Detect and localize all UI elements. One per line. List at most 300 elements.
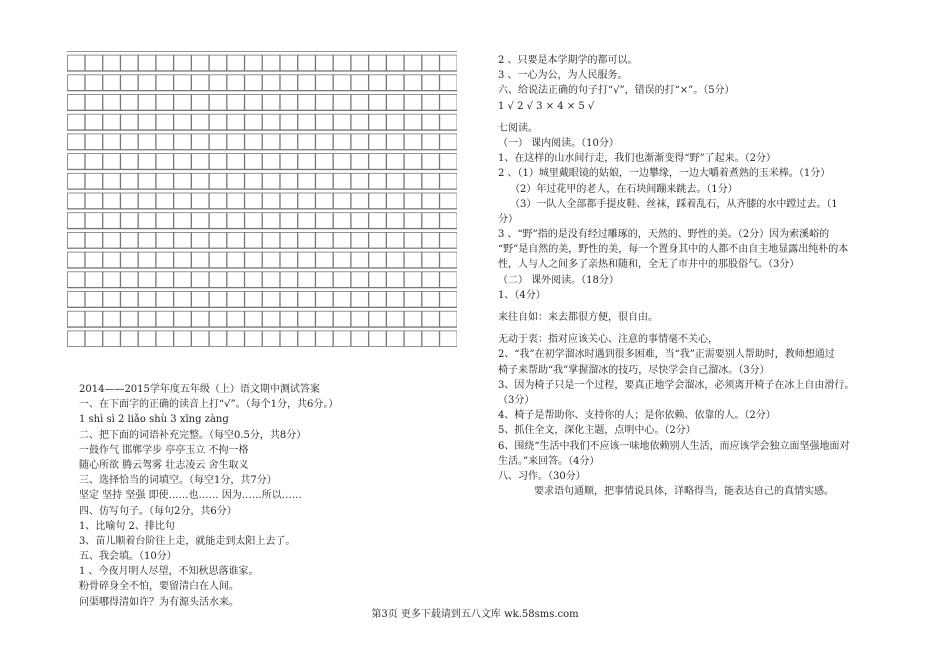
grid-cell	[227, 232, 244, 248]
grid-cell	[440, 331, 457, 347]
grid-cell	[245, 193, 262, 209]
grid-cell	[68, 134, 85, 150]
answer-line: 无动于衷：指对应该关心、注意的事情毫不关心，	[498, 334, 718, 346]
grid-cell	[245, 331, 262, 347]
grid-row	[67, 71, 457, 90]
grid-cell	[192, 232, 209, 248]
answer-line: （3分）	[498, 394, 535, 406]
grid-cell	[333, 213, 350, 229]
grid-cell	[192, 292, 209, 308]
grid-cell	[68, 95, 85, 111]
grid-cell	[298, 252, 315, 268]
answer-column-left	[79, 382, 338, 610]
grid-cell	[209, 134, 226, 150]
grid-row	[67, 130, 457, 149]
grid-cell	[103, 252, 120, 268]
grid-row	[67, 229, 457, 248]
grid-cell	[351, 311, 368, 327]
grid-cell	[227, 134, 244, 150]
grid-cell	[404, 292, 421, 308]
grid-cell	[209, 114, 226, 130]
grid-cell	[245, 311, 262, 327]
grid-cell	[103, 232, 120, 248]
grid-cell	[85, 252, 102, 268]
grid-cell	[156, 114, 173, 130]
grid-cell	[333, 232, 350, 248]
grid-cell	[68, 272, 85, 288]
grid-cell	[387, 193, 404, 209]
grid-cell	[333, 55, 350, 71]
grid-row	[67, 209, 457, 228]
grid-cell	[121, 75, 138, 91]
grid-cell	[369, 272, 386, 288]
grid-cell	[192, 134, 209, 150]
grid-cell	[192, 272, 209, 288]
grid-cell	[298, 331, 315, 347]
answer-line: 1 、今夜月明人尽望，不知秋思落谁家。	[79, 566, 259, 578]
grid-cell	[174, 55, 191, 71]
grid-cell	[138, 193, 155, 209]
grid-cell	[280, 272, 297, 288]
grid-cell	[298, 134, 315, 150]
grid-cell	[422, 95, 439, 111]
answer-line: 五、我会填。（10分）	[79, 551, 177, 563]
grid-cell	[156, 292, 173, 308]
grid-cell	[209, 173, 226, 189]
grid-cell	[85, 173, 102, 189]
answer-line: 要求语句通顺，把事情说具体，详略得当，能表达自己的真情实感。	[534, 486, 834, 498]
answer-line: 问渠哪得清如许？为有源头活水来。	[79, 596, 239, 608]
grid-cell	[68, 193, 85, 209]
grid-cell	[422, 331, 439, 347]
grid-cell	[333, 154, 350, 170]
grid-cell	[387, 75, 404, 91]
grid-cell	[333, 272, 350, 288]
grid-cell	[245, 213, 262, 229]
grid-cell	[227, 173, 244, 189]
grid-cell	[422, 55, 439, 71]
grid-cell	[227, 95, 244, 111]
grid-cell	[351, 213, 368, 229]
grid-cell	[333, 173, 350, 189]
answer-line: 1、比喻句 2、排比句	[79, 520, 175, 532]
grid-cell	[121, 173, 138, 189]
grid-cell	[440, 213, 457, 229]
grid-cell	[404, 213, 421, 229]
grid-cell	[422, 252, 439, 268]
grid-cell	[68, 114, 85, 130]
grid-cell	[192, 331, 209, 347]
grid-cell	[121, 311, 138, 327]
grid-cell	[316, 55, 333, 71]
grid-cell	[245, 114, 262, 130]
grid-cell	[85, 55, 102, 71]
grid-cell	[369, 95, 386, 111]
answer-line: 四、仿写句子。（每句2分，共6分）	[79, 505, 237, 517]
spacer	[498, 325, 854, 332]
grid-cell	[103, 213, 120, 229]
grid-cell	[103, 75, 120, 91]
grid-cell	[440, 134, 457, 150]
grid-cell	[245, 154, 262, 170]
answer-line: 3、因为椅子只是一个过程，要真正地学会溜冰，必须离开椅子在冰上自由滑行。	[498, 379, 855, 391]
grid-cell	[263, 292, 280, 308]
answer-line: 来往自如：来去都很方便，很自由。	[498, 312, 658, 323]
grid-cell	[174, 134, 191, 150]
grid-cell	[351, 232, 368, 248]
grid-cell	[387, 272, 404, 288]
grid-cell	[422, 134, 439, 150]
grid-cell	[422, 232, 439, 248]
grid-cell	[192, 75, 209, 91]
grid-cell	[440, 252, 457, 268]
grid-cell	[280, 232, 297, 248]
answer-line: 性，人与人之间多了亲热和随和，全无了市井中的那股俗气。（3分）	[498, 259, 800, 271]
grid-cell	[156, 331, 173, 347]
grid-cell	[138, 292, 155, 308]
answer-line: 1、（4分）	[498, 289, 546, 301]
grid-cell	[227, 154, 244, 170]
grid-cell	[369, 213, 386, 229]
grid-cell	[316, 114, 333, 130]
grid-cell	[298, 75, 315, 91]
grid-cell	[387, 331, 404, 347]
grid-cell	[174, 95, 191, 111]
grid-cell	[156, 232, 173, 248]
grid-cell	[245, 232, 262, 248]
grid-cell	[404, 154, 421, 170]
answer-line: 三、选择恰当的词填空。（每空1分，共7分）	[79, 475, 277, 487]
grid-cell	[351, 75, 368, 91]
grid-cell	[156, 95, 173, 111]
grid-cell	[404, 95, 421, 111]
grid-cell	[351, 331, 368, 347]
grid-cell	[298, 292, 315, 308]
grid-cell	[85, 292, 102, 308]
grid-cell	[85, 272, 102, 288]
grid-cell	[422, 154, 439, 170]
grid-cell	[156, 173, 173, 189]
grid-cell	[333, 311, 350, 327]
grid-cell	[280, 213, 297, 229]
grid-cell	[369, 134, 386, 150]
grid-cell	[121, 154, 138, 170]
grid-cell	[280, 134, 297, 150]
grid-cell	[263, 95, 280, 111]
grid-cell	[298, 232, 315, 248]
answer-line: 3 、“野”指的是没有经过雕琢的，天然的、野性的美。（2分）因为索溪峪的	[498, 229, 830, 241]
grid-cell	[316, 154, 333, 170]
grid-cell	[138, 272, 155, 288]
grid-cell	[369, 75, 386, 91]
answer-line: （一） 课内阅读。（10分）	[498, 137, 619, 149]
grid-cell	[174, 75, 191, 91]
answer-line: 1、在这样的山水间行走，我们也渐渐变得“野”了起来。（2分）	[498, 153, 776, 165]
composition-grid	[67, 51, 457, 349]
grid-cell	[121, 55, 138, 71]
answer-line: 3、苗儿顺着台阶往上走，就能走到太阳上去了。	[79, 535, 296, 547]
grid-cell	[298, 193, 315, 209]
grid-cell	[227, 311, 244, 327]
grid-cell	[440, 55, 457, 71]
grid-cell	[121, 292, 138, 308]
grid-cell	[298, 311, 315, 327]
grid-cell	[263, 154, 280, 170]
grid-cell	[85, 213, 102, 229]
answer-line: 一鼓作气 邯郸学步 亭亭玉立 不拘一格	[79, 444, 249, 456]
grid-cell	[138, 173, 155, 189]
answer-line: 随心所欲 腾云驾雾 壮志凌云 舍生取义	[79, 459, 249, 471]
grid-cell	[68, 75, 85, 91]
grid-cell	[192, 95, 209, 111]
grid-cell	[440, 292, 457, 308]
answer-line: 6、围绕“生活中我们不应该一味地依赖别人生活，而应该学会独立面坚强地面对	[498, 440, 850, 452]
grid-cell	[174, 252, 191, 268]
grid-cell	[404, 232, 421, 248]
grid-cell	[103, 292, 120, 308]
grid-cell	[209, 311, 226, 327]
grid-cell	[280, 154, 297, 170]
grid-cell	[192, 173, 209, 189]
grid-cell	[209, 292, 226, 308]
grid-cell	[138, 213, 155, 229]
grid-cell	[263, 272, 280, 288]
grid-cell	[263, 134, 280, 150]
grid-cell	[103, 193, 120, 209]
grid-cell	[68, 55, 85, 71]
grid-cell	[227, 213, 244, 229]
grid-cell	[245, 173, 262, 189]
grid-cell	[369, 154, 386, 170]
answer-line: （2）年过花甲的老人，在石块间蹦来跳去。（1分）	[510, 183, 738, 195]
answer-line: 3 、一心为公，为人民服务。	[498, 70, 628, 82]
grid-cell	[103, 95, 120, 111]
answer-line: 一、在下面字的正确的读音上打“√”。（每个1分，共6分。）	[79, 399, 339, 411]
grid-cell	[298, 154, 315, 170]
grid-cell	[333, 193, 350, 209]
grid-row	[67, 288, 457, 307]
grid-cell	[174, 114, 191, 130]
answer-line: 六、给说法正确的句子打“√”，错误的打“×”。（5分）	[498, 85, 735, 97]
grid-cell	[174, 173, 191, 189]
grid-cell	[227, 272, 244, 288]
answer-line: 坚定 坚持 坚强 即使……也…… 因为……所以……	[79, 490, 302, 502]
grid-cell	[298, 173, 315, 189]
grid-cell	[316, 252, 333, 268]
grid-cell	[404, 173, 421, 189]
grid-cell	[121, 213, 138, 229]
grid-cell	[369, 114, 386, 130]
grid-cell	[156, 311, 173, 327]
grid-cell	[298, 114, 315, 130]
answer-line: 2 、只要是本学期学的都可以。	[498, 55, 638, 66]
grid-cell	[369, 252, 386, 268]
grid-cell	[138, 55, 155, 71]
grid-row	[67, 327, 457, 346]
grid-cell	[369, 55, 386, 71]
grid-cell	[174, 292, 191, 308]
grid-cell	[156, 213, 173, 229]
grid-cell	[245, 134, 262, 150]
grid-cell	[387, 114, 404, 130]
grid-cell	[209, 95, 226, 111]
page-footer: 第3页 更多下载请到五八文库 wk.58sms.com	[371, 609, 579, 620]
grid-cell	[387, 311, 404, 327]
grid-cell	[263, 55, 280, 71]
grid-cell	[333, 252, 350, 268]
grid-cell	[85, 134, 102, 150]
grid-cell	[174, 154, 191, 170]
grid-cell	[404, 75, 421, 91]
grid-row	[67, 189, 457, 208]
grid-cell	[103, 134, 120, 150]
grid-cell	[316, 232, 333, 248]
grid-cell	[85, 331, 102, 347]
answer-line: （二） 课外阅读。（18分）	[498, 274, 619, 286]
grid-cell	[174, 232, 191, 248]
grid-cell	[245, 292, 262, 308]
grid-cell	[103, 114, 120, 130]
grid-cell	[280, 55, 297, 71]
grid-cell	[174, 331, 191, 347]
grid-cell	[351, 193, 368, 209]
grid-row	[67, 268, 457, 287]
grid-cell	[138, 154, 155, 170]
grid-cell	[263, 252, 280, 268]
answer-line: 椅子来帮助“我”掌握溜冰的技巧，尽快学会自己溜冰。（3分）	[498, 364, 770, 376]
grid-cell	[422, 75, 439, 91]
grid-cell	[227, 292, 244, 308]
grid-cell	[121, 272, 138, 288]
grid-cell	[369, 232, 386, 248]
grid-cell	[280, 75, 297, 91]
grid-cell	[316, 173, 333, 189]
grid-cell	[298, 213, 315, 229]
grid-cell	[333, 114, 350, 130]
grid-cell	[298, 272, 315, 288]
grid-cell	[440, 154, 457, 170]
grid-cell	[316, 331, 333, 347]
grid-cell	[103, 154, 120, 170]
grid-cell	[280, 331, 297, 347]
grid-cell	[351, 154, 368, 170]
answer-line: “野”是自然的美，野性的美，每一个置身其中的人都不由自主地显露出纯朴的本	[498, 244, 849, 256]
grid-cell	[192, 55, 209, 71]
grid-cell	[316, 134, 333, 150]
grid-cell	[387, 292, 404, 308]
grid-cell	[369, 331, 386, 347]
grid-cell	[68, 213, 85, 229]
grid-cell	[227, 75, 244, 91]
answer-line: 1 √ 2 √ 3 × 4 × 5 √	[498, 100, 595, 112]
answer-line: 2 、（1）城里戴眼镜的姑娘，一边攀缘，一边大嚼着煮熟的玉米棒。（1分）	[498, 168, 831, 180]
grid-cell	[68, 331, 85, 347]
spacer	[498, 114, 854, 121]
grid-cell	[138, 252, 155, 268]
grid-cell	[280, 193, 297, 209]
answer-line: 生活。”来回答。（4分）	[498, 455, 600, 467]
grid-cell	[351, 114, 368, 130]
grid-cell	[387, 95, 404, 111]
grid-cell	[263, 114, 280, 130]
grid-cell	[209, 232, 226, 248]
grid-cell	[333, 95, 350, 111]
grid-cell	[121, 193, 138, 209]
grid-cell	[68, 232, 85, 248]
grid-cell	[280, 252, 297, 268]
grid-cell	[227, 114, 244, 130]
grid-cell	[263, 213, 280, 229]
grid-cell	[245, 55, 262, 71]
grid-cell	[387, 213, 404, 229]
grid-cell	[209, 154, 226, 170]
grid-cell	[121, 252, 138, 268]
grid-cell	[263, 232, 280, 248]
grid-cell	[404, 272, 421, 288]
section-heading: 七阅读。	[498, 122, 538, 134]
grid-cell	[68, 252, 85, 268]
grid-cell	[422, 272, 439, 288]
grid-cell	[404, 55, 421, 71]
grid-cell	[121, 114, 138, 130]
grid-cell	[209, 75, 226, 91]
grid-cell	[280, 95, 297, 111]
grid-cell	[174, 311, 191, 327]
grid-cell	[85, 75, 102, 91]
grid-cell	[192, 193, 209, 209]
grid-cell	[103, 311, 120, 327]
grid-cell	[138, 114, 155, 130]
grid-cell	[298, 55, 315, 71]
grid-cell	[85, 114, 102, 130]
answer-line: 分）	[498, 213, 518, 225]
grid-cell	[387, 232, 404, 248]
grid-cell	[85, 154, 102, 170]
grid-cell	[316, 292, 333, 308]
grid-cell	[138, 75, 155, 91]
grid-cell	[351, 55, 368, 71]
grid-row	[67, 111, 457, 130]
grid-cell	[422, 173, 439, 189]
grid-cell	[227, 55, 244, 71]
grid-cell	[263, 173, 280, 189]
grid-cell	[121, 134, 138, 150]
grid-row	[67, 308, 457, 327]
grid-cell	[316, 213, 333, 229]
grid-cell	[404, 252, 421, 268]
grid-cell	[68, 292, 85, 308]
grid-cell	[85, 232, 102, 248]
grid-cell	[68, 311, 85, 327]
grid-cell	[263, 311, 280, 327]
grid-cell	[440, 272, 457, 288]
grid-row	[67, 52, 457, 71]
answer-line: 二、把下面的词语补充完整。（每空0.5分，共8分）	[79, 429, 307, 441]
grid-cell	[404, 114, 421, 130]
grid-cell	[440, 173, 457, 189]
grid-cell	[68, 154, 85, 170]
grid-cell	[103, 55, 120, 71]
grid-cell	[404, 311, 421, 327]
grid-cell	[369, 311, 386, 327]
grid-cell	[227, 193, 244, 209]
grid-cell	[138, 311, 155, 327]
grid-cell	[174, 272, 191, 288]
answer-line: 4、椅子是帮助你、支持你的人；是你依赖、依靠的人。（2分）	[498, 410, 776, 422]
grid-cell	[422, 114, 439, 130]
grid-cell	[156, 134, 173, 150]
grid-cell	[156, 252, 173, 268]
